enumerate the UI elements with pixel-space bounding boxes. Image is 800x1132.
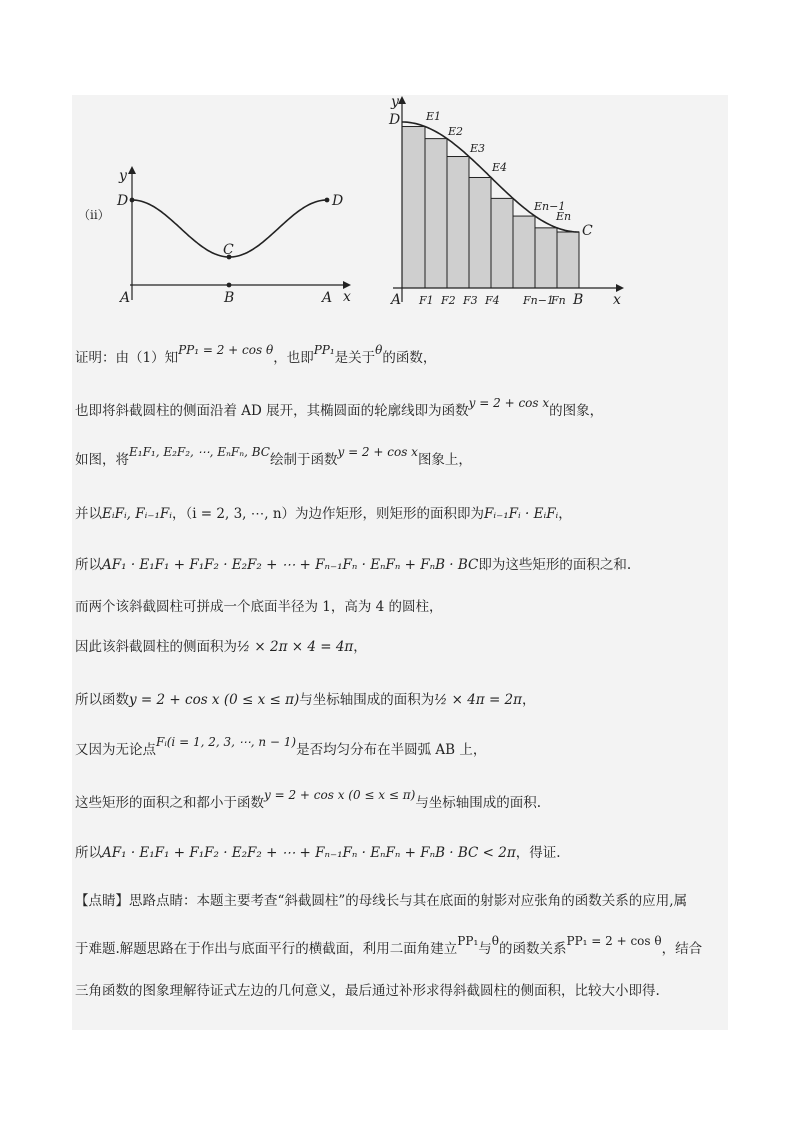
label-f-point: F2: [441, 294, 456, 307]
label-e-point: E4: [492, 161, 508, 174]
text-line-4: 并以EᵢFᵢ, Fᵢ₋₁Fᵢ，（i = 2, 3, ⋯, n）为边作矩形，则矩形的面积即为Fᵢ₋₁Fᵢ · EᵢFᵢ，: [75, 506, 572, 522]
point-b: [227, 283, 232, 288]
y-arrow-icon: [128, 166, 136, 174]
label-e-point: E1: [426, 110, 442, 123]
figure-rectangle-approximation: [383, 92, 628, 310]
label-d-right: D: [332, 193, 344, 209]
comment-line-3: 三角函数的图象理解待证式左边的几何意义，最后通过补形求得斜截圆柱的侧面积，比较大小即得.: [75, 983, 660, 999]
label-f-point: Fn−1: [523, 294, 554, 307]
comment-line-2: 于难题.解题思路在于作出与底面平行的横截面，利用二面角建立PP₁与θ的函数关系PP₁ = 2 + cos θ，结合: [75, 934, 703, 957]
label-b-right: B: [573, 292, 584, 308]
approximation-rectangle: [535, 228, 557, 288]
label-e-point: E2: [448, 125, 464, 138]
approximation-rectangle: [513, 216, 535, 288]
text-line-5: 所以AF₁ · E₁F₁ + F₁F₂ · E₂F₂ + ⋯ + Fₙ₋₁Fₙ · EₙFₙ + FₙB · BC即为这些矩形的面积之和.: [75, 557, 632, 573]
text-line-7: 因此该斜截圆柱的侧面积为½ × 2π × 4 = 4π，: [75, 639, 367, 655]
label-c-right: C: [582, 223, 593, 239]
label-f-point: F3: [463, 294, 478, 307]
point-d-left: [130, 198, 135, 203]
approximation-rectangle: [447, 157, 469, 288]
text-line-9: 又因为无论点Fᵢ(i = 1, 2, 3, ⋯, n − 1)是否均匀分布在半圆弧 AB 上，: [75, 735, 487, 758]
label-a-left: A: [120, 290, 131, 306]
label-d-right-fig: D: [389, 112, 401, 128]
label-b: B: [224, 290, 235, 306]
y-arrow-right-icon: [398, 96, 406, 104]
approximation-rectangle: [402, 127, 425, 288]
label-c: C: [223, 242, 234, 258]
approximation-rectangle: [469, 177, 491, 288]
text-line-10: 这些矩形的面积之和都小于函数y = 2 + cos x (0 ≤ x ≤ π)与坐标轴围成的面积.: [75, 788, 542, 811]
label-f-point: F4: [485, 294, 500, 307]
x-arrow-right-icon: [616, 284, 624, 292]
approximation-rectangle: [557, 232, 579, 288]
label-e-point: E3: [470, 142, 486, 155]
approximation-rectangle: [425, 139, 447, 288]
text-line-1: 证明：由（1）知PP₁ = 2 + cos θ，也即PP₁是关于θ的函数，: [75, 343, 437, 366]
label-e-point: En: [556, 210, 572, 223]
text-line-2: 也即将斜截圆柱的侧面沿着 AD 展开，其椭圆面的轮廓线即为函数y = 2 + cos x的图象，: [75, 396, 604, 419]
comment-line-1: 【点睛】思路点睛：本题主要考查“斜截圆柱”的母线长与其在底面的射影对应张角的函数关系的应用,属: [75, 893, 688, 909]
label-y-right: y: [391, 94, 399, 110]
point-d-right: [325, 198, 330, 203]
text-line-3: 如图，将E₁F₁, E₂F₂, ⋯, EₙFₙ, BC绘制于函数y = 2 + cos x图象上，: [75, 445, 472, 468]
text-line-11: 所以AF₁ · E₁F₁ + F₁F₂ · E₂F₂ + ⋯ + Fₙ₋₁Fₙ · EₙFₙ + FₙB · BC < 2π，得证.: [75, 845, 561, 861]
approximation-rectangle: [491, 198, 513, 288]
label-f-point: F1: [419, 294, 434, 307]
label-x: x: [343, 289, 351, 305]
label-a-right-fig: A: [391, 292, 402, 308]
label-a-right: A: [322, 290, 333, 306]
figure-label-ii: （ii）: [78, 208, 110, 222]
label-y: y: [119, 168, 127, 184]
label-f-point: Fn: [551, 294, 566, 307]
label-e-point: En−1: [534, 200, 566, 213]
f-labels: [418, 294, 566, 307]
text-line-6: 而两个该斜截圆柱可拼成一个底面半径为 1，高为 4 的圆柱，: [75, 599, 443, 615]
label-d-left: D: [117, 193, 129, 209]
text-line-8: 所以函数y = 2 + cos x (0 ≤ x ≤ π)与坐标轴围成的面积为½ × 4π = 2π，: [75, 692, 536, 708]
label-x-right: x: [613, 292, 621, 308]
figure-cosine-curve: [115, 160, 355, 310]
x-arrow-icon: [343, 281, 351, 289]
